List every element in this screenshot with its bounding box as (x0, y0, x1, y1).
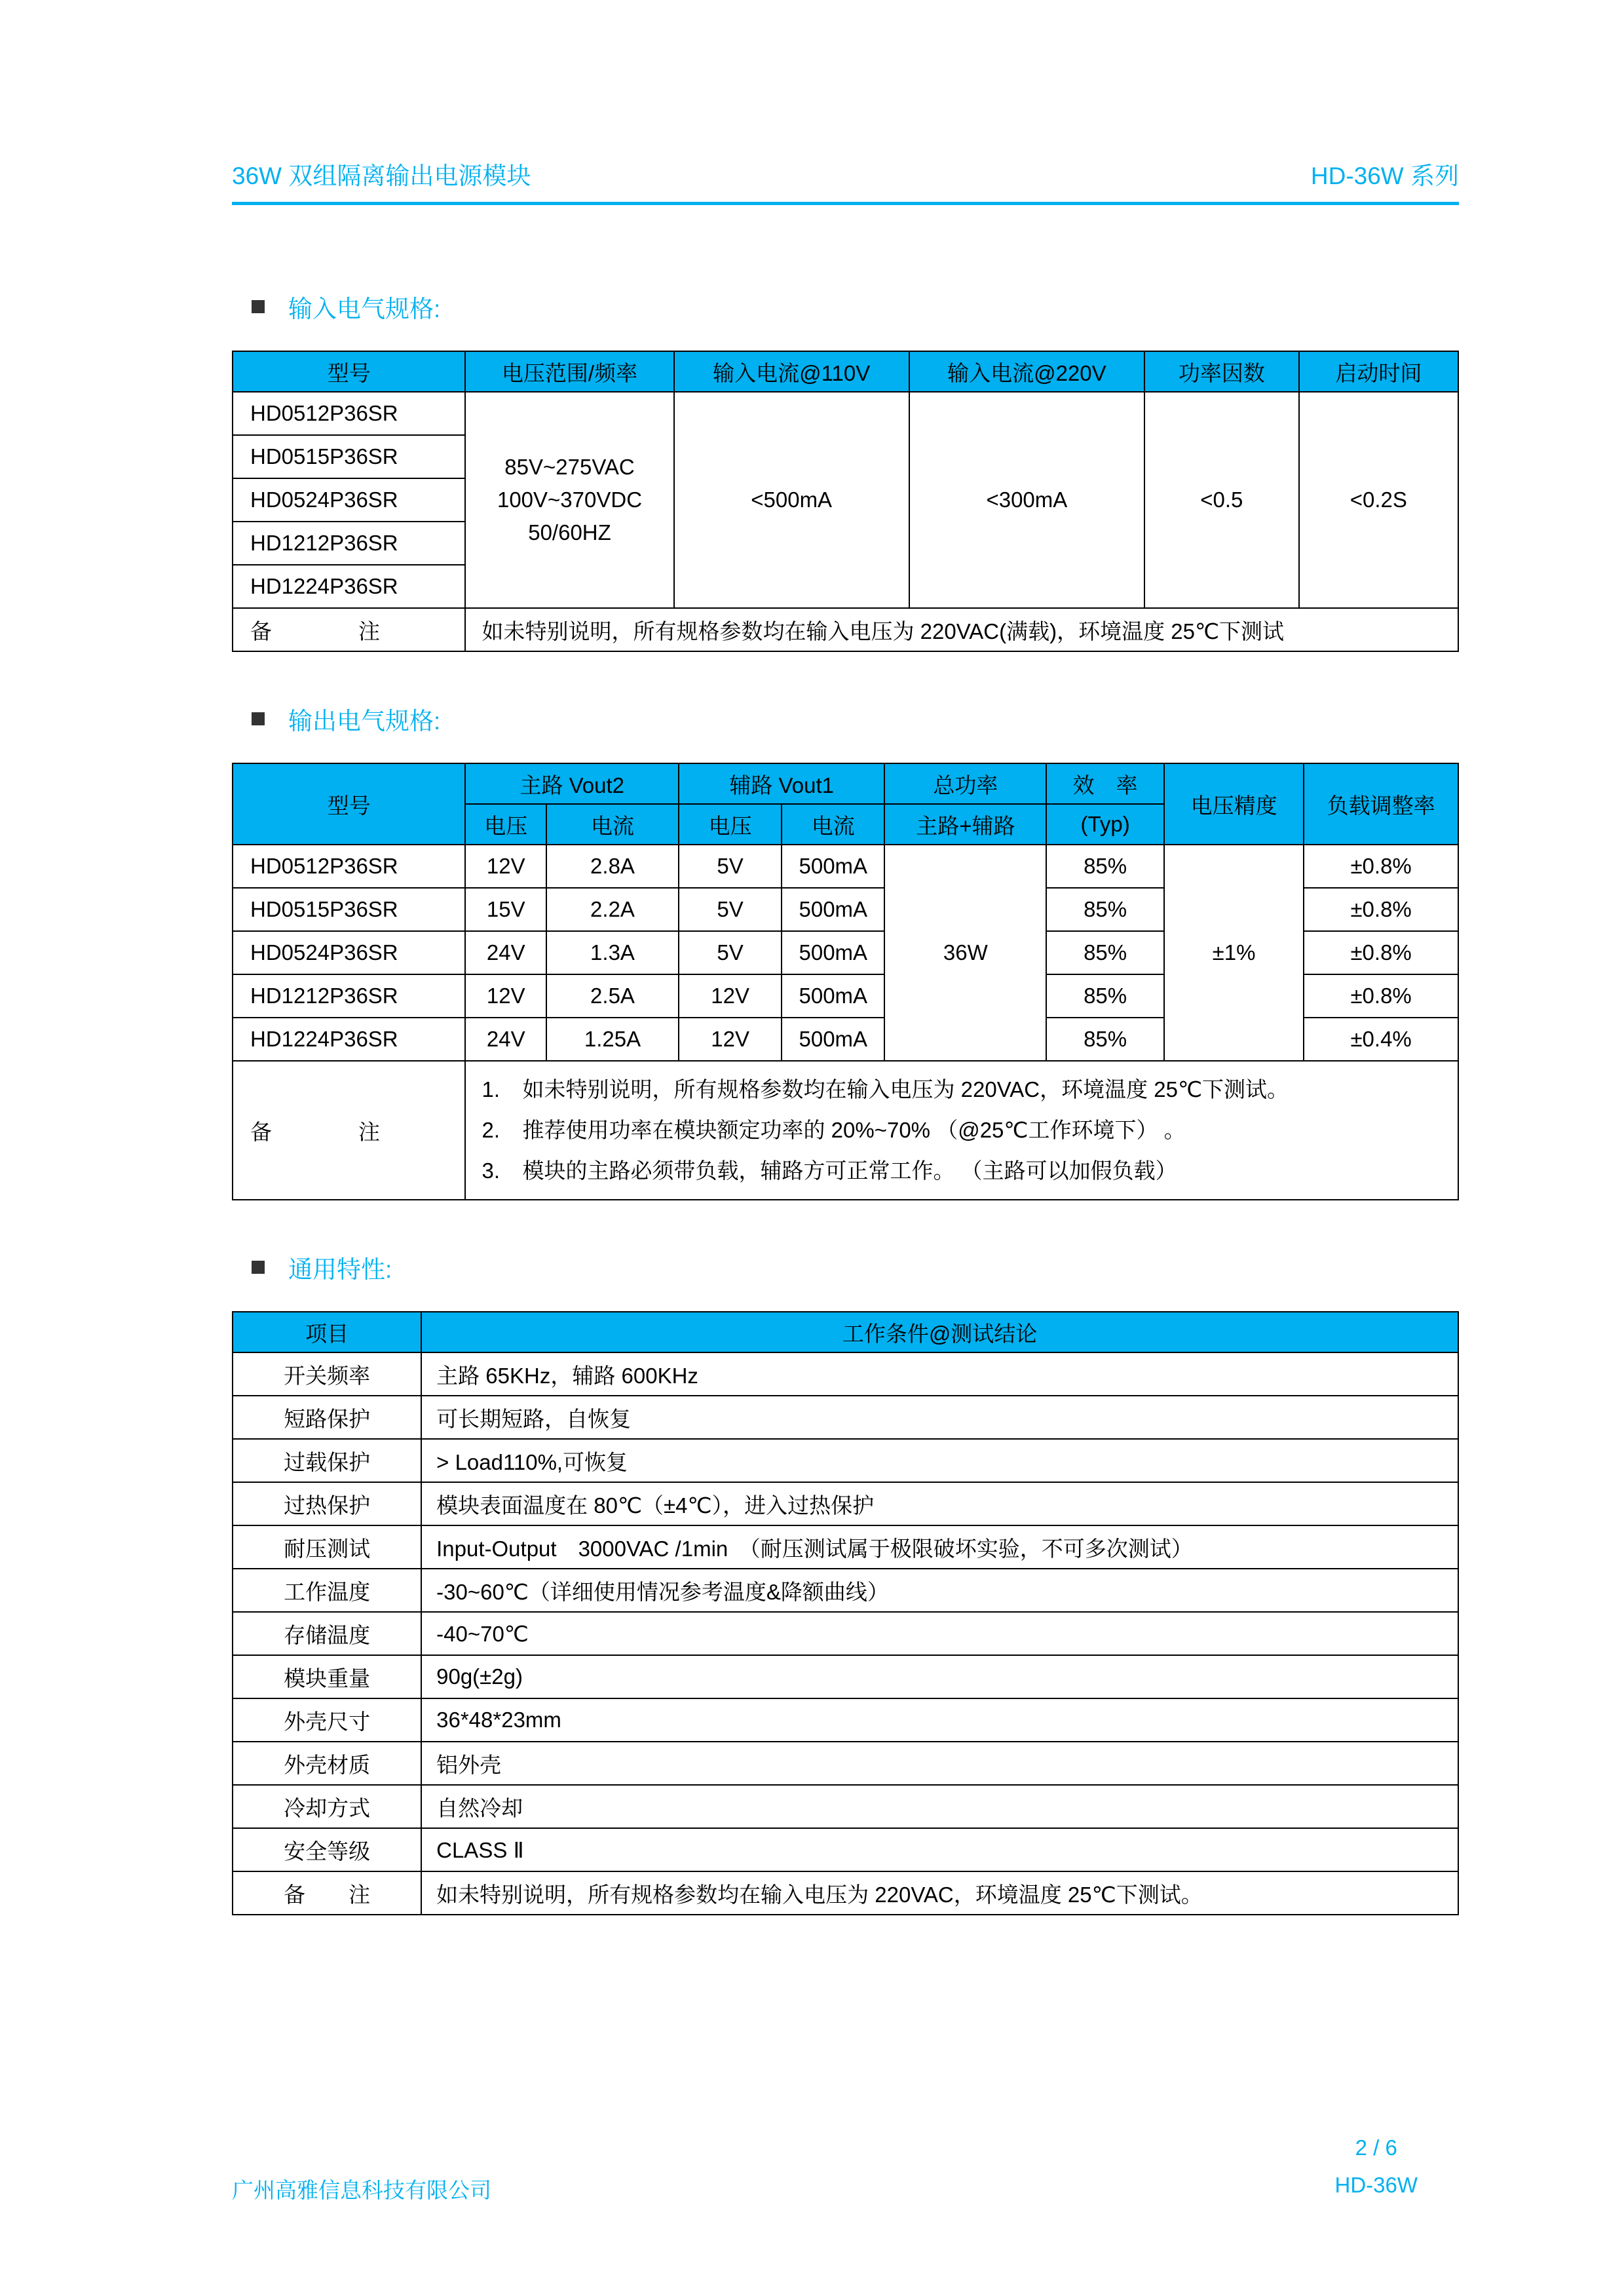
voltage-range-line: 50/60HZ (528, 520, 611, 545)
model-cell: HD0524P36SR (233, 931, 465, 974)
input-table-head (233, 351, 1458, 392)
efficiency-cell: 85% (1046, 888, 1164, 931)
section-title-text: 输入电气规格: (288, 296, 441, 322)
note-text (465, 1061, 1458, 1200)
vout1-current-cell: 500mA (782, 974, 884, 1018)
note-row (233, 608, 1458, 651)
note-body: 推荐使用功率在模块额定功率的 20%~70% （@25℃工作环境下） 。 (522, 1118, 1186, 1142)
efficiency-cell: 85% (1046, 931, 1164, 974)
efficiency-cell: 85% (1046, 845, 1164, 888)
col-current-220: 输入电流@220V (909, 351, 1144, 392)
vout2-current-cell: 2.2A (546, 888, 679, 931)
col-current: 电流 (782, 804, 884, 845)
col-startup-time: 启动时间 (1299, 351, 1458, 392)
table-row (233, 1612, 1458, 1655)
value-cell: -40~70℃ (421, 1612, 1458, 1655)
model-cell: HD0515P36SR (233, 435, 465, 478)
col-main-plus-aux: 主路+辅路 (884, 804, 1046, 845)
note-line (482, 1110, 1458, 1151)
vout2-voltage-cell: 24V (465, 1018, 546, 1061)
note-line (482, 1069, 1458, 1110)
item-cell: 工作温度 (233, 1569, 421, 1612)
value-cell: 模块表面温度在 80℃（±4℃），进入过热保护 (421, 1482, 1458, 1525)
value-cell: 主路 65KHz，辅路 600KHz (421, 1352, 1458, 1396)
general-table-body (233, 1352, 1458, 1915)
note-text: 如未特别说明，所有规格参数均在输入电压为 220VAC，环境温度 25℃下测试。 (421, 1871, 1458, 1915)
vout1-current-cell: 500mA (782, 931, 884, 974)
item-cell: 短路保护 (233, 1396, 421, 1439)
note-number: 2. (482, 1118, 500, 1142)
item-cell: 安全等级 (233, 1828, 421, 1871)
voltage-accuracy-cell: ±1% (1164, 845, 1304, 1061)
table-row (233, 1698, 1458, 1742)
col-voltage-range: 电压范围/频率 (465, 351, 673, 392)
page-header (232, 156, 1459, 205)
voltage-range-line: 85V~275VAC (504, 455, 635, 479)
note-body: 如未特别说明，所有规格参数均在输入电压为 220VAC，环境温度 25℃下测试。 (522, 1077, 1289, 1101)
value-cell: > Load110%,可恢复 (421, 1439, 1458, 1482)
model-cell: HD0512P36SR (233, 392, 465, 435)
header-row (233, 763, 1458, 804)
note-number: 3. (482, 1158, 500, 1183)
page-footer (232, 2129, 1418, 2205)
current-110-cell: <500mA (674, 392, 909, 608)
note-row (233, 1871, 1458, 1915)
vout1-current-cell: 500mA (782, 1018, 884, 1061)
startup-time-cell: <0.2S (1299, 392, 1458, 608)
col-typ: (Typ) (1046, 804, 1164, 845)
value-cell: 可长期短路，自恢复 (421, 1396, 1458, 1439)
doc-title: 36W 双组隔离输出电源模块 (232, 163, 531, 189)
load-regulation-cell: ±0.8% (1304, 845, 1458, 888)
col-load-regulation: 负载调整率 (1304, 763, 1458, 845)
value-cell: 铝外壳 (421, 1742, 1458, 1785)
power-factor-cell: <0.5 (1144, 392, 1299, 608)
vout1-voltage-cell: 12V (679, 974, 782, 1018)
item-cell: 外壳尺寸 (233, 1698, 421, 1742)
model-cell: HD1212P36SR (233, 974, 465, 1018)
table-row (233, 1396, 1458, 1439)
vout1-voltage-cell: 5V (679, 845, 782, 888)
col-power-factor: 功率因数 (1144, 351, 1299, 392)
model-cell: HD1224P36SR (233, 1018, 465, 1061)
section-title-text: 通用特性: (288, 1256, 392, 1283)
vout2-current-cell: 1.25A (546, 1018, 679, 1061)
item-cell: 过载保护 (233, 1439, 421, 1482)
vout2-voltage-cell: 12V (465, 845, 546, 888)
col-model: 型号 (233, 351, 465, 392)
output-spec-table (232, 763, 1459, 1200)
col-main-vout2: 主路 Vout2 (465, 763, 679, 804)
input-spec-table (232, 351, 1459, 652)
output-table-head (233, 763, 1458, 845)
note-label: 备 注 (233, 1061, 465, 1200)
vout1-voltage-cell: 12V (679, 1018, 782, 1061)
input-table-body (233, 392, 1458, 651)
model-cell: HD0512P36SR (233, 845, 465, 888)
col-voltage-accuracy: 电压精度 (1164, 763, 1304, 845)
item-cell: 耐压测试 (233, 1525, 421, 1569)
note-row (233, 1061, 1458, 1200)
page-number: 2 / 6 (1355, 2135, 1397, 2160)
note-line (482, 1151, 1458, 1191)
col-aux-vout1: 辅路 Vout1 (679, 763, 884, 804)
load-regulation-cell: ±0.8% (1304, 888, 1458, 931)
load-regulation-cell: ±0.8% (1304, 931, 1458, 974)
table-row (233, 1352, 1458, 1396)
col-voltage: 电压 (679, 804, 782, 845)
series-title: HD-36W 系列 (1310, 163, 1459, 189)
footer-right (1334, 2129, 1418, 2205)
vout2-current-cell: 2.5A (546, 974, 679, 1018)
efficiency-cell: 85% (1046, 1018, 1164, 1061)
current-220-cell: <300mA (909, 392, 1144, 608)
item-cell: 模块重量 (233, 1655, 421, 1698)
table-row (233, 845, 1458, 888)
note-label: 备 注 (233, 1871, 421, 1915)
col-total-power: 总功率 (884, 763, 1046, 804)
col-current: 电流 (546, 804, 679, 845)
vout2-current-cell: 1.3A (546, 931, 679, 974)
model-cell: HD0515P36SR (233, 888, 465, 931)
value-cell: Input-Output 3000VAC /1min （耐压测试属于极限破坏实验，不可多次测试） (421, 1525, 1458, 1569)
item-cell: 外壳材质 (233, 1742, 421, 1785)
vout1-voltage-cell: 5V (679, 888, 782, 931)
col-voltage: 电压 (465, 804, 546, 845)
note-number: 1. (482, 1077, 500, 1101)
output-table-body (233, 845, 1458, 1200)
vout2-voltage-cell: 12V (465, 974, 546, 1018)
note-body: 模块的主路必须带负载，辅路方可正常工作。 （主路可以加假负载） (522, 1158, 1177, 1183)
vout2-voltage-cell: 24V (465, 931, 546, 974)
table-row (233, 392, 1458, 435)
general-spec-table (232, 1311, 1459, 1915)
section-title-output (252, 701, 1459, 737)
table-row (233, 1785, 1458, 1828)
vout1-current-cell: 500mA (782, 845, 884, 888)
company-name: 广州高雅信息科技有限公司 (232, 2178, 491, 2202)
voltage-range-cell (465, 392, 673, 608)
table-row (233, 1482, 1458, 1525)
model-cell: HD0524P36SR (233, 478, 465, 522)
col-current-110: 输入电流@110V (674, 351, 909, 392)
page-content (232, 0, 1459, 1915)
vout2-current-cell: 2.8A (546, 845, 679, 888)
doc-code: HD-36W (1334, 2173, 1418, 2198)
col-model: 型号 (233, 763, 465, 845)
note-text: 如未特别说明，所有规格参数均在输入电压为 220VAC(满载)，环境温度 25℃下测试 (465, 608, 1458, 651)
section-title-text: 输出电气规格: (288, 708, 441, 735)
table-row (233, 1525, 1458, 1569)
load-regulation-cell: ±0.4% (1304, 1018, 1458, 1061)
table-row (233, 1655, 1458, 1698)
value-cell: -30~60℃（详细使用情况参考温度&降额曲线） (421, 1569, 1458, 1612)
item-cell: 冷却方式 (233, 1785, 421, 1828)
value-cell: 36*48*23mm (421, 1698, 1458, 1742)
section-title-general (252, 1250, 1459, 1285)
col-efficiency: 效 率 (1046, 763, 1164, 804)
voltage-range-line: 100V~370VDC (497, 488, 643, 512)
header-row (233, 1312, 1458, 1352)
total-power-cell: 36W (884, 845, 1046, 1061)
table-row (233, 1569, 1458, 1612)
note-label: 备 注 (233, 608, 465, 651)
table-row (233, 1742, 1458, 1785)
load-regulation-cell: ±0.8% (1304, 974, 1458, 1018)
item-cell: 过热保护 (233, 1482, 421, 1525)
vout1-current-cell: 500mA (782, 888, 884, 931)
vout1-voltage-cell: 5V (679, 931, 782, 974)
item-cell: 存储温度 (233, 1612, 421, 1655)
value-cell: 自然冷却 (421, 1785, 1458, 1828)
general-table-head (233, 1312, 1458, 1352)
item-cell: 开关频率 (233, 1352, 421, 1396)
bullet-square-icon (252, 1261, 265, 1274)
vout2-voltage-cell: 15V (465, 888, 546, 931)
section-title-input (252, 289, 1459, 324)
model-cell: HD1212P36SR (233, 522, 465, 565)
efficiency-cell: 85% (1046, 974, 1164, 1018)
col-condition: 工作条件@测试结论 (421, 1312, 1458, 1352)
bullet-square-icon (252, 712, 265, 725)
col-item: 项目 (233, 1312, 421, 1352)
value-cell: CLASS Ⅱ (421, 1828, 1458, 1871)
bullet-square-icon (252, 300, 265, 313)
value-cell: 90g(±2g) (421, 1655, 1458, 1698)
table-row (233, 1828, 1458, 1871)
model-cell: HD1224P36SR (233, 565, 465, 608)
table-row (233, 1439, 1458, 1482)
header-row (233, 351, 1458, 392)
